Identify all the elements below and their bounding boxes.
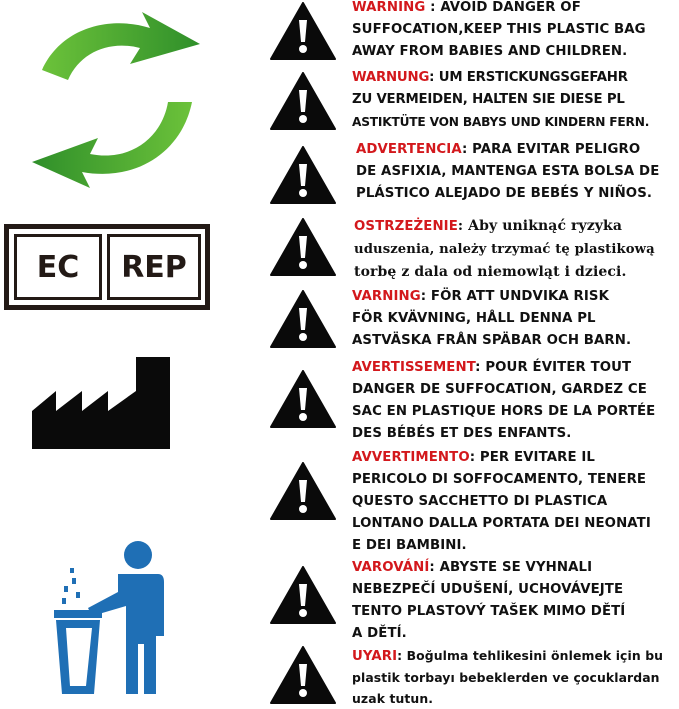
- ec-rep-symbol: [4, 224, 210, 310]
- warning-keyword: WARNUNG: [352, 70, 430, 85]
- warning-text-en: WARNING : AVOID DANGER OF SUFFOCATION,KEEP THIS PLASTIC BAG AWAY FROM BABIES AND CHILDREN.: [352, 0, 646, 59]
- warning-icon: [270, 218, 336, 276]
- trash-disposal-icon: [46, 540, 176, 695]
- warning-keyword: ADVERTENCIA: [356, 142, 462, 157]
- warning-text-fr: AVERTISSEMENT: POUR ÉVITER TOUT DANGER DE SUFFOCATION, GARDEZ CE SAC EN PLASTIQUE HORS DE LA PORTÉE DES BÉBÉS ET DES ENFANTS.: [352, 360, 656, 441]
- warning-icon: [270, 2, 336, 60]
- warning-icon: [270, 646, 336, 704]
- factory-icon: [32, 357, 170, 449]
- warning-text-de: WARNUNG: UM ERSTICKUNGSGEFAHR ZU VERMEIDEN, HALTEN SIE DIESE PL ASTIKTÜTE VON BABYS UND KINDERN FERN.: [352, 70, 650, 129]
- warning-keyword: AVVERTIMENTO: [352, 450, 470, 465]
- warning-icon: [270, 72, 336, 130]
- warning-keyword: VAROVÁNÍ: [352, 560, 430, 575]
- warning-text-it: AVVERTIMENTO: PER EVITARE IL PERICOLO DI SOFFOCAMENTO, TENERE QUESTO SACCHETTO DI PLASTICA LONTANO DALLA PORTATA DEI NEONATI E DEI BAMBINI.: [352, 450, 651, 553]
- warning-text-es: ADVERTENCIA: PARA EVITAR PELIGRO DE ASFIXIA, MANTENGA ESTA BOLSA DE PLÁSTICO ALEJADO DE BEBÉS Y NIÑOS.: [356, 142, 660, 201]
- warning-icon: [270, 566, 336, 624]
- warning-icon: [270, 462, 336, 520]
- warning-text-sv: VARNING: FÖR ATT UNDVIKA RISK FÖR KVÄVNING, HÅLL DENNA PL ASTVÄSKA FRÅN SPÄBAR OCH BARN.: [352, 289, 632, 348]
- recycle-icon: [32, 12, 202, 188]
- warning-keyword: WARNING: [352, 0, 426, 15]
- warning-icon: [270, 146, 336, 204]
- warning-text-cs: VAROVÁNÍ: ABYSTE SE VYHNALI NEBEZPEČÍ UDUŠENÍ, UCHOVÁVEJTE TENTO PLASTOVÝ TAŠEK MIMO DĚTÍ A DĚTÍ.: [352, 560, 626, 641]
- rep-label: REP: [107, 234, 201, 300]
- warning-keyword: AVERTISSEMENT: [352, 360, 476, 375]
- warning-keyword: OSTRZEŻENIE: [354, 219, 458, 234]
- warning-keyword: VARNING: [352, 289, 421, 304]
- warning-icon: [270, 370, 336, 428]
- warning-text-tr: UYARI: Boğulma tehlikesini önlemek için bu plastik torbayı bebeklerden ve çocuklardan uzak tutun.: [352, 648, 664, 706]
- warning-keyword: UYARI: [352, 649, 398, 664]
- warning-icon: [270, 290, 336, 348]
- ec-label: EC: [14, 234, 102, 300]
- warning-text-pl: OSTRZEŻENIE: Aby uniknąć ryzyka uduszenia, należy trzymać tę plastikową torbę z dala od niemowląt i dzieci.: [354, 218, 655, 280]
